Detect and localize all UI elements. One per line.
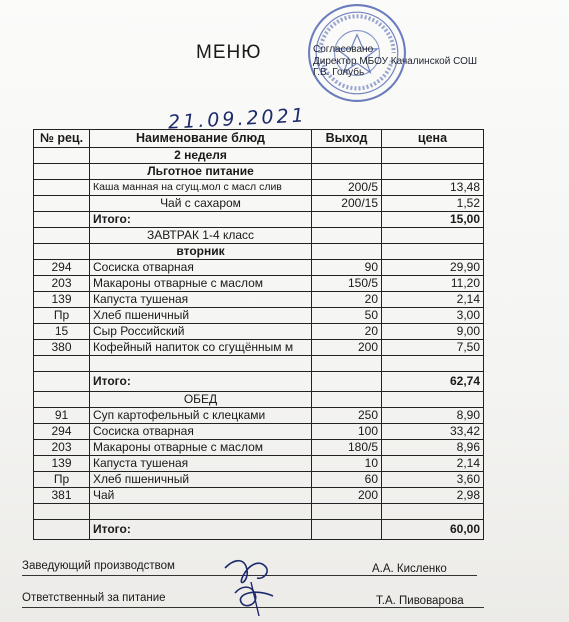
- portion-cell: 200: [312, 488, 382, 504]
- portion-cell: 60: [312, 472, 382, 488]
- dish-name: Каша манная на сгущ.мол с масл слив: [90, 180, 312, 196]
- rec-cell: 139: [34, 292, 90, 308]
- portion-cell: 100: [312, 424, 382, 440]
- dish-name: Суп картофельный с клецками: [90, 408, 312, 424]
- price-cell: 2,98: [382, 488, 484, 504]
- price-cell: 1,52: [382, 196, 484, 212]
- table-row: [34, 260, 484, 276]
- price-cell: 33,42: [382, 424, 484, 440]
- table-row: [34, 292, 484, 308]
- total-value: 60,00: [382, 520, 484, 540]
- price-cell: 7,50: [382, 340, 484, 356]
- table-row: [34, 440, 484, 456]
- dish-name: Капуста тушеная: [90, 456, 312, 472]
- rec-cell: 15: [34, 324, 90, 340]
- rec-cell: 203: [34, 276, 90, 292]
- rec-cell: 91: [34, 408, 90, 424]
- dish-name: Хлеб пшеничный: [90, 472, 312, 488]
- rec-cell: Пр: [34, 308, 90, 324]
- blank-row: [34, 504, 484, 520]
- dish-name: Капуста тушеная: [90, 292, 312, 308]
- rec-cell: 294: [34, 260, 90, 276]
- section-label: ЗАВТРАК 1-4 класс: [90, 228, 312, 244]
- approval-line-1: Согласовано: [313, 44, 374, 55]
- week-row: [34, 148, 484, 164]
- rec-cell: [34, 180, 90, 196]
- portion-cell: 50: [312, 308, 382, 324]
- price-cell: 29,90: [382, 260, 484, 276]
- day-row: [34, 244, 484, 260]
- dish-name: Хлеб пшеничный: [90, 308, 312, 324]
- dish-name: Чай: [90, 488, 312, 504]
- portion-cell: 20: [312, 324, 382, 340]
- rec-cell: Пр: [34, 472, 90, 488]
- page-title: МЕНЮ: [196, 42, 262, 63]
- portion-cell: 10: [312, 456, 382, 472]
- total-label: Итого:: [90, 212, 312, 228]
- section-row: [34, 228, 484, 244]
- price-cell: 3,60: [382, 472, 484, 488]
- dish-name: Сосиска отварная: [90, 424, 312, 440]
- dish-name: Макароны отварные с маслом: [90, 440, 312, 456]
- price-cell: 11,20: [382, 276, 484, 292]
- rec-cell: 203: [34, 440, 90, 456]
- table-row: [34, 488, 484, 504]
- day-label: вторник: [90, 244, 312, 260]
- table-row: [34, 340, 484, 356]
- table-row: [34, 324, 484, 340]
- total-row: [34, 372, 484, 392]
- column-header: цена: [382, 130, 484, 148]
- handwritten-date: 21.09.2021: [167, 104, 308, 134]
- dish-name: Макароны отварные с маслом: [90, 276, 312, 292]
- approval-block: [313, 44, 477, 79]
- portion-cell: 150/5: [312, 276, 382, 292]
- responsible-name: Т.А. Пивоварова: [376, 595, 464, 607]
- approval-line-2: Директор МБОУ Качалинской СОШ: [313, 55, 478, 67]
- week-label: 2 неделя: [90, 148, 312, 164]
- blank-row: [34, 356, 484, 372]
- table-row: [34, 196, 484, 212]
- portion-cell: 200/5: [312, 180, 382, 196]
- dish-name: Чай с сахаром: [90, 196, 312, 212]
- table-row: [34, 424, 484, 440]
- column-header: № рец.: [34, 130, 90, 148]
- portion-cell: 250: [312, 408, 382, 424]
- table-row: [34, 308, 484, 324]
- responsible-label: Ответственный за питание: [22, 592, 166, 604]
- price-cell: 8,96: [382, 440, 484, 456]
- section-row: [34, 392, 484, 408]
- manager-name: А.А. Кисленко: [372, 563, 447, 575]
- dish-name: Кофейный напиток со сгущённым м: [90, 340, 312, 356]
- table-row: [34, 456, 484, 472]
- rec-cell: 381: [34, 488, 90, 504]
- column-header: Выход: [312, 130, 382, 148]
- total-row: [34, 212, 484, 228]
- rec-cell: 139: [34, 456, 90, 472]
- price-cell: 2,14: [382, 292, 484, 308]
- approval-line-3: Г.В. Голубь: [313, 67, 365, 78]
- total-label: Итого:: [90, 520, 312, 540]
- portion-cell: 200: [312, 340, 382, 356]
- price-cell: 13,48: [382, 180, 484, 196]
- total-row: [34, 520, 484, 540]
- dish-name: Сыр Российский: [90, 324, 312, 340]
- rec-cell: [34, 196, 90, 212]
- portion-cell: 20: [312, 292, 382, 308]
- total-value: 15,00: [382, 212, 484, 228]
- rec-cell: 294: [34, 424, 90, 440]
- price-cell: 8,90: [382, 408, 484, 424]
- table-row: [34, 276, 484, 292]
- table-header-row: [34, 130, 484, 148]
- manager-label: Заведующий производством: [22, 560, 175, 572]
- total-value: 62,74: [382, 372, 484, 392]
- menu-table: [33, 129, 484, 540]
- total-label: Итого:: [90, 372, 312, 392]
- price-cell: 3,00: [382, 308, 484, 324]
- section-label: Льготное питание: [90, 164, 312, 180]
- handwritten-signature: [215, 548, 285, 618]
- dish-name: Сосиска отварная: [90, 260, 312, 276]
- table-row: [34, 408, 484, 424]
- section-row: [34, 164, 484, 180]
- portion-cell: 90: [312, 260, 382, 276]
- portion-cell: 200/15: [312, 196, 382, 212]
- table-row: [34, 180, 484, 196]
- section-label: ОБЕД: [90, 392, 312, 408]
- rec-cell: 380: [34, 340, 90, 356]
- column-header: Наименование блюд: [90, 130, 312, 148]
- price-cell: 9,00: [382, 324, 484, 340]
- price-cell: 2,14: [382, 456, 484, 472]
- portion-cell: 180/5: [312, 440, 382, 456]
- table-row: [34, 472, 484, 488]
